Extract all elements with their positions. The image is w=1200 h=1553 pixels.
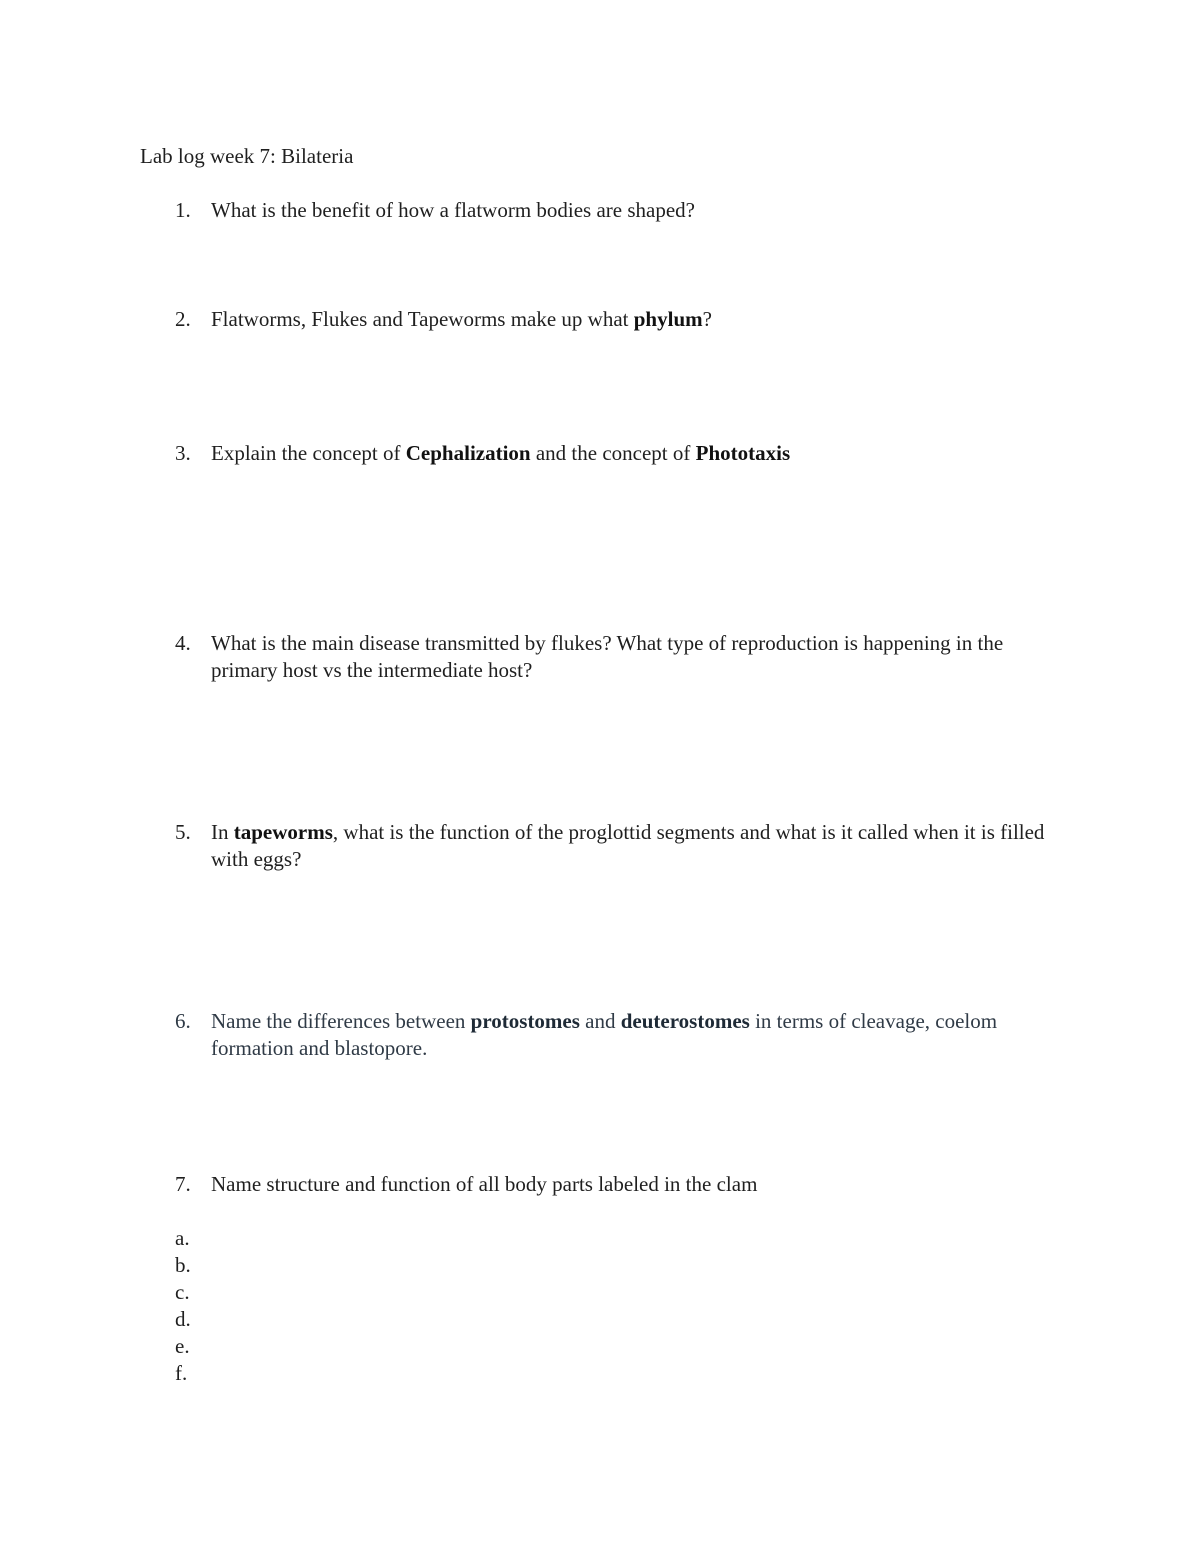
bold-term: tapeworms — [233, 820, 333, 844]
sublist-item: b. — [175, 1253, 191, 1277]
question-text-segment: Flatworms, Flukes and Tapeworms make up what — [211, 307, 634, 331]
question-text-segment: , what is the function of the proglottid segments and what is it called when it is filled with eggs? — [211, 820, 1045, 871]
question-text-segment: What is the benefit of how a flatworm bodies are shaped? — [211, 198, 695, 222]
question-number: 7. — [175, 1172, 191, 1196]
question-text — [211, 1008, 1071, 1062]
question-number: 6. — [175, 1009, 191, 1033]
question-text — [211, 306, 1071, 333]
question-text-segment: In — [211, 820, 234, 844]
sublist-item: d. — [175, 1307, 191, 1331]
question-text — [211, 197, 1071, 224]
answer-sublist — [175, 1225, 191, 1387]
question-text — [211, 819, 1071, 873]
sublist-item: a. — [175, 1226, 190, 1250]
bold-term: deuterostomes — [620, 1009, 750, 1033]
question-number: 2. — [175, 307, 191, 331]
question-number: 4. — [175, 631, 191, 655]
question-text — [211, 630, 1071, 684]
bold-term: protostomes — [470, 1009, 580, 1033]
sublist-item: c. — [175, 1280, 190, 1304]
question-number: 1. — [175, 198, 191, 222]
question-text-segment: and the concept of — [530, 441, 696, 465]
bold-term: Cephalization — [405, 441, 531, 465]
question-text-segment: ? — [702, 307, 712, 331]
question-text-segment: and — [579, 1009, 621, 1033]
question-text — [211, 440, 1071, 467]
question-text-segment: Name structure and function of all body parts labeled in the clam — [211, 1172, 758, 1196]
question-number: 3. — [175, 441, 191, 465]
bold-term: Phototaxis — [695, 441, 791, 465]
question-text-segment: Name the differences between — [211, 1009, 471, 1033]
sublist-item: f. — [175, 1361, 188, 1385]
question-text-segment: Explain the concept of — [211, 441, 406, 465]
question-number: 5. — [175, 820, 191, 844]
document-title: Lab log week 7: Bilateria — [140, 144, 354, 168]
bold-term: phylum — [633, 307, 703, 331]
sublist-item: e. — [175, 1334, 190, 1358]
question-text-segment: What is the main disease transmitted by flukes? What type of reproduction is happening in the primary host vs the intermediate host? — [211, 631, 1004, 682]
question-text-segment: in terms of cleavage, coelom formation and blastopore. — [211, 1009, 998, 1060]
question-text — [211, 1171, 1071, 1198]
